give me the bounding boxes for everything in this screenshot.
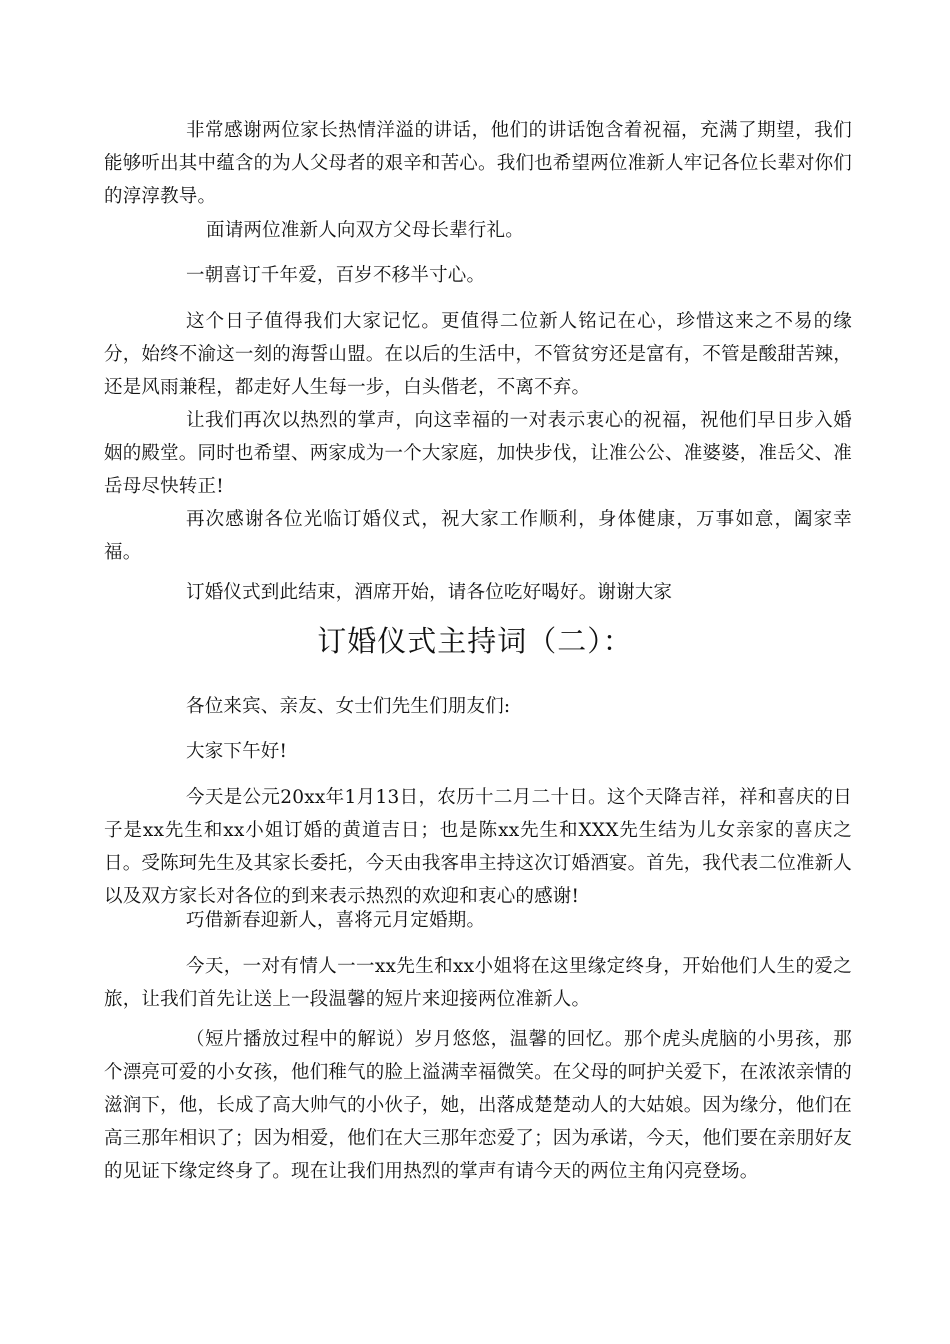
paragraph-memorable-day: 这个日子值得我们大家记忆。更值得二位新人铭记在心，珍惜这来之不易的缘分，始终不渝这一刻的海誓山盟。在以后的生活中，不管贫穷还是富有，不管是酸甜苦辣，还是风雨兼程，都走好人生每一步，白头偕老，不离不弃。 xyxy=(104,311,853,398)
paragraph-greeting-guests: 各位来宾、亲友、女士们先生们朋友们: xyxy=(186,696,511,717)
paragraph-date-introduction: 今天是公元20xx年1月13日，农历十二月二十日。这个天降吉祥，祥和喜庆的日子是xx先生和xx小姐订婚的黄道吉日；也是陈xx先生和XXX先生结为儿女亲家的喜庆之日。受陈珂先生及其家长委托，今天由我客串主持这次订婚酒宴。首先，我代表二位准新人以及双方家长对各位的到来表示热烈的欢迎和衷心的感谢! xyxy=(104,787,853,907)
paragraph-thanks-parents: 非常感谢两位家长热情洋溢的讲话，他们的讲话饱含着祝福，充满了期望，我们能够听出其中蕴含的为人父母者的艰辛和苦心。我们也希望两位准新人牢记各位长辈对你们的淳淳教导。 xyxy=(104,120,853,207)
paragraph-bow-to-parents: 面请两位准新人向双方父母长辈行礼。 xyxy=(206,220,524,241)
paragraph-good-afternoon: 大家下午好! xyxy=(186,741,288,762)
paragraph-ceremony-end: 订婚仪式到此结束，酒席开始，请各位吃好喝好。谢谢大家 xyxy=(186,582,673,603)
paragraph-couplet: 一朝喜订千年爱，百岁不移半寸心。 xyxy=(186,265,486,286)
paragraph-thanks-guests: 再次感谢各位光临订婚仪式，祝大家工作顺利，身体健康，万事如意，阖家幸福。 xyxy=(104,509,852,563)
paragraph-spring-verse: 巧借新春迎新人，喜将元月定婚期。 xyxy=(186,910,486,931)
section-heading: 订婚仪式主持词（二）： xyxy=(317,624,633,658)
paragraph-applause-blessing: 让我们再次以热烈的掌声，向这幸福的一对表示衷心的祝福，祝他们早日步入婚姻的殿堂。同时也希望、两家成为一个大家庭，加快步伐，让准公公、准婆婆，准岳父、准岳母尽快转正! xyxy=(104,410,853,497)
paragraph-video-intro: 今天，一对有情人一一xx先生和xx小姐将在这里缘定终身，开始他们人生的爱之旅，让我们首先让送上一段温馨的短片来迎接两位准新人。 xyxy=(104,956,852,1010)
paragraph-video-narration: （短片播放过程中的解说）岁月悠悠，温馨的回忆。那个虎头虎脑的小男孩，那个漂亮可爱的小女孩，他们稚气的脸上溢满幸福微笑。在父母的呵护关爱下，在浓浓亲情的滋润下，他，长成了高大帅气的小伙子，她，出落成楚楚动人的大姑娘。因为缘分，他们在高三那年相识了；因为相爱，他们在大三那年恋爱了；因为承诺，今天，他们要在亲朋好友的见证下缘定终身了。现在让我们用热烈的掌声有请今天的两位主角闪亮登场。 xyxy=(104,1029,853,1182)
